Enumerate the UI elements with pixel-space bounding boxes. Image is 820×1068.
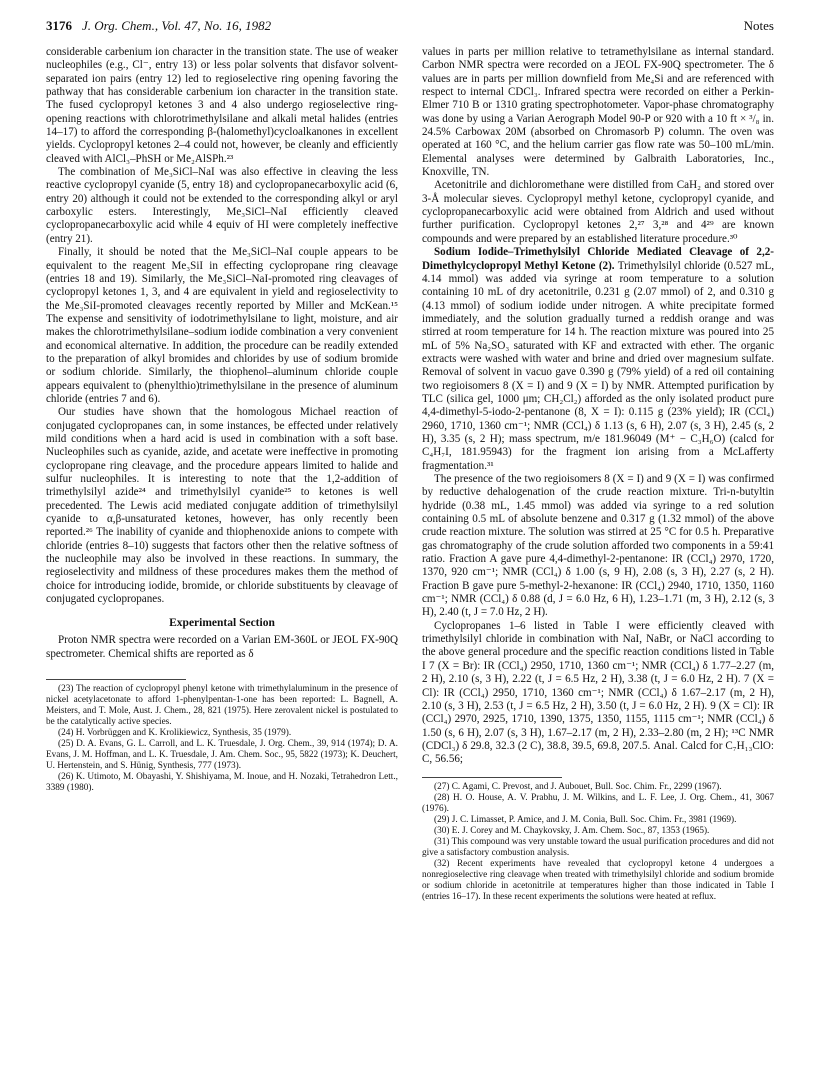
right-column bbox=[422, 46, 774, 903]
footnote: (31) This compound was very unstable toward the usual purification procedures and did not give a satisfactory combustion analysis. bbox=[422, 836, 774, 858]
body-paragraph: Finally, it should be noted that the Me₃SiCl–NaI couple appears to be equivalent to the reagent Me₃SiI in effecting cyclopropane ring cleavage (entries 18 and 19). Similarly, the Me₃SiCl–NaI-promoted ring cleavages of cyclopropyl ketones 1, 3, and 4 are equivalent in yield and regioselectivity to the Me₃SiI-promoted cleavages recently reported by Miller and McKean.¹⁵ The expense and sensitivity of iodotrimethylsilane to light, moisture, and air makes the chlorotrimethylsilane–sodium iodide combination a very convenient and economical alternative. In addition, the procedure can be readily extended to the preparation of alkyl bromides and chlorides by use of sodium bromide or sodium chloride. Similarly, the thiophenol–aluminum chloride couple appears equivalent to (phenylthio)trimethylsilane in the presence of aluminum chloride (entries 7 and 6). bbox=[46, 246, 398, 405]
footnote-rule bbox=[46, 679, 186, 680]
body-paragraph: The presence of the two regioisomers 8 (X = I) and 9 (X = I) was confirmed by reductive dehalogenation of the crude reaction mixture. Tri-n-butyltin hydride (0.38 mL, 1.45 mmol) was added via syringe to a red solution containing 0.5 mL of absolute benzene and 0.317 g (1.32 mmol) of the above crude reaction mixture. The solution was stirred at 25 °C for 0.5 h. Preparative gas chromatography of the crude solution afforded two components in a 59:41 ratio. Fraction A gave pure 4,4-dimethyl-2-pentanone: IR (CCl₄) 2970, 1720, 1370, 920 cm⁻¹; NMR (CCl₄) δ 1.00 (s, 9 H), 2.08 (s, 3 H), 2.27 (s, 2 H). Fraction B gave pure 5-methyl-2-hexanone: IR (CCl₄) 2940, 1710, 1350, 1160 cm⁻¹; NMR (CCl₄) δ 0.88 (d, J = 6.0 Hz, 6 H), 1.23–1.71 (m, 3 H), 2.12 (s, 3 H), 2.40 (t, J = 7.0 Hz, 2 H). bbox=[422, 473, 774, 619]
footnote: (23) The reaction of cyclopropyl phenyl ketone with trimethylaluminum in the presence of nickel acetylacetonate to afford 1-phenylpentan-1-one has been reported: L. Bagnell, A. Meisters, and T. Mole, Aust. J. Chem., 28, 821 (1975). Here zerovalent nickel is postulated to be the catalytically active species. bbox=[46, 684, 398, 728]
body-paragraph: The combination of Me₃SiCl–NaI was also effective in cleaving the less reactive cyclopropyl cyanide (5, entry 18) and cyclopropanecarboxylic acid (6, entry 20) although it could not be extended to the corresponding alkyl or aryl carboxylic esters. Interestingly, Me₃SiCl–NaI efficiently cleaved cyclopropanecarboxylic acid while 4 equiv of HI were completely ineffective (entry 21). bbox=[46, 166, 398, 245]
footnote: (30) E. J. Corey and M. Chaykovsky, J. Am. Chem. Soc., 87, 1353 (1965). bbox=[434, 825, 710, 836]
body-paragraph: Cyclopropanes 1–6 listed in Table I were efficiently cleaved with trimethylsilyl chloride in combination with NaI, NaBr, or NaCl according to the above general procedure and the specific reaction conditions listed in Table I 7 (X = Br): IR (CCl₄) 2950, 1710, 1360 cm⁻¹; NMR (CCl₄) δ 1.77–2.27 (m, 2 H), 2.10 (s, 3 H), 2.22 (t, J = 6.5 Hz, 2 H), 3.38 (t, J = 6.0 Hz, 2 H). 7 (X = Cl): IR (CCl₄) 2950, 1710, 1360 cm⁻¹; NMR (CCl₄) δ 1.67–2.17 (m, 2 H), 2.10 (s, 3 H), 2.53 (t, J = 6.5 Hz, 2 H), 3.50 (t, J = 6.0 Hz, 2 H). 9 (X = Cl): IR (CCl₄) 2970, 2925, 1710, 1390, 1375, 1350, 1155, 1115 cm⁻¹; NMR (CCl₄) δ 1.50 (s, 6 H), 2.07 (s, 3 H), 1.67–2.17 (m, 2 H), 2.33–2.80 (m, 2 H); ¹³C NMR (CDCl₃) δ 29.8, 32.3 (2 C), 38.8, 39.5, 69.8, 207.5. Anal. Calcd for C₇H₁₃ClO: C, 56.56; bbox=[422, 619, 774, 766]
section-label: Notes bbox=[743, 18, 774, 33]
running-head-left bbox=[46, 18, 271, 34]
body-paragraph: values in parts per million relative to tetramethylsilane as internal standard. Carbon NMR spectra were recorded on a JEOL FX-90Q spectrometer. The δ values are in parts per million downfield from Me₄Si and are referenced with respect to internal CDCl₃. Infrared spectra were recorded on either a Perkin-Elmer 710 B or 1310 grating spectrophotometer. Vapor-phase chromatography was done by using a Varian Aerograph Model 90-P or 920 with a 10 ft × ³/₈ in. 24.5% Carbowax 20M (absorbed on Chromasorb P) column. The oven was operated at 160 °C, and the helium carrier gas flow rate was 50–100 mL/min. Elemental analyses were determined by Galbraith Laboratories, Inc., Knoxville, TN. bbox=[422, 46, 774, 179]
footnote: (27) C. Agami, C. Prevost, and J. Aubouet, Bull. Soc. Chim. Fr., 2299 (1967). bbox=[434, 781, 722, 792]
procedure-title: Sodium Iodide–Trimethylsilyl Chloride Mediated Cleavage of 2,2-Dimethylcyclopropyl Methyl Ketone (2). bbox=[422, 246, 774, 272]
footnote: (29) J. C. Limasset, P. Amice, and J. M. Conia, Bull. Soc. Chim. Fr., 3981 (1969). bbox=[434, 814, 737, 825]
left-column bbox=[46, 46, 398, 903]
procedure-text: Trimethylsilyl chloride (0.527 mL, 4.14 mmol) was added via syringe at room temperature to a solution containing 10 mL of dry acetonitrile, 0.231 g (2.07 mmol) of 2, and 0.310 g (4.13 mmol) of sodium iodide under nitrogen. A white precipitate formed immediately, and the solution gradually turned a reddish orange and was stirred at room temperature for 14 h. The reaction mixture was poured into 25 mL of 5% Na₂SO₃ saturated with KF and extracted with ether. The organic extracts were washed with water and brine and dried over magnesium sulfate. Removal of solvent in vacuo gave 0.390 g (79% yield) of a red oil containing two regioisomers 8 (X = I) and 9 (X = I) by NMR. Attempted purification by TLC (silica gel, 1000 μm; CH₂Cl₂) afforded as the only isolated product pure 4,4-dimethyl-5-iodo-2-pentanone (8, X = I): 0.115 g (23% yield); IR (CCl₄) 2960, 1710, 1360 cm⁻¹; NMR (CCl₄) δ 1.13 (s, 6 H), 2.07 (s, 3 H), 2.45 (s, 2 H), 3.35 (s, 2 H); mass spectrum, m/e 181.96049 (M⁺ − C₃H₆O) (calcd for C₄H₇I, 181.95943) for the fragment ion arising from a McLafferty fragmentation.³¹ bbox=[422, 259, 774, 472]
footnote-rule bbox=[422, 777, 562, 778]
running-head bbox=[46, 18, 774, 34]
footnote: (25) D. A. Evans, G. L. Carroll, and L. K. Truesdale, J. Org. Chem., 39, 914 (1974); D. A. Evans, J. M. Hoffman, and L. K. Truesdale, J. Am. Chem. Soc., 95, 5822 (1973); K. Deuchert, U. Hertenstein, and S. Hünig, Synthesis, 777 (1973). bbox=[46, 739, 398, 772]
footnote: (32) Recent experiments have revealed that cyclopropyl ketone 4 undergoes a nonregioselective ring cleavage when treated with trimethylsilyl chloride and sodium bromide or sodium chloride in acetonitrile at temperatures higher than those indicated in Table I (entries 16–17). In these recent experiments the solutions were heated at reflux. bbox=[422, 858, 774, 902]
two-column-body bbox=[46, 46, 774, 903]
footnote: (24) H. Vorbrüggen and K. Krolikiewicz, Synthesis, 35 (1979). bbox=[58, 728, 292, 739]
page-number: 3176 bbox=[46, 18, 72, 33]
procedure-paragraph bbox=[422, 246, 774, 473]
body-paragraph: Our studies have shown that the homologous Michael reaction of conjugated cyclopropanes can, in some instances, be effected under relatively mild conditions when a hard acid is used in combination with a soft base. Nucleophiles such as cyanide, azide, and acetate were ineffective in promoting cyclopropane ring cleavage, and the procedure appears limited to halide and sulfur nucleophiles. It is interesting to note that the 1,2-addition of trimethylsilyl azide²⁴ and trimethylsilyl cyanide²⁵ to ketones is well precedented. The Lewis acid mediated conjugate addition of trimethylsilyl cyanide to α,β-unsaturated ketones, however, has only recently been reported.²⁶ The inability of cyanide and thiophenoxide anions to compete with chloride (entries 8–10) suggests that factors other then the relative softness of the nucleophile may also be involved in these reactions. In summary, the regioselectivity and mildness of these procedures makes them the method of choice for introducing iodide, bromide, or chloride substituents by cleavage of conjugated cyclopropanes. bbox=[46, 406, 398, 606]
body-paragraph: Proton NMR spectra were recorded on a Varian EM-360L or JEOL FX-90Q spectrometer. Chemical shifts are reported as δ bbox=[46, 634, 398, 660]
left-footnotes bbox=[46, 684, 398, 794]
right-footnotes bbox=[422, 782, 774, 903]
footnote: (28) H. O. House, A. V. Prabhu, J. M. Wilkins, and L. F. Lee, J. Org. Chem., 41, 3067 (1976). bbox=[422, 792, 774, 814]
experimental-heading: Experimental Section bbox=[169, 617, 275, 630]
footnote: (26) K. Utimoto, M. Obayashi, Y. Shishiyama, M. Inoue, and H. Nozaki, Tetrahedron Lett., 3389 (1980). bbox=[46, 772, 398, 794]
journal-citation: J. Org. Chem., Vol. 47, No. 16, 1982 bbox=[82, 18, 272, 33]
body-paragraph: considerable carbenium ion character in the transition state. The use of weaker nucleophiles (e.g., Cl⁻, entry 13) or less polar solvents that disfavor solvent-separated ion pairs (entry 12) led to regioselective ring opening favoring the pathway that has considerable carbenium ion character in the transition state. The fused cyclopropyl ketones 3 and 4 also undergo regioselective ring-opening reactions with chlorotrimethylsilane and alkali metal halides (entries 14–17) to afford the corresponding β-(halomethyl)cycloalkanones in excellent yields. Cyclopropyl ketones 2–4 could not, however, be cleanly and efficiently cleaved with AlCl₃–PhSH or Me₂AlSPh.²³ bbox=[46, 46, 398, 165]
body-paragraph: Acetonitrile and dichloromethane were distilled from CaH₂ and stored over 3-Å molecular sieves. Cyclopropyl methyl ketone, cyclopropyl cyanide, and cyclopropanecarboxylic acid were obtained from Aldrich and used without further purification. Cyclopropyl ketones 2,²⁷ 3,²⁸ and 4²⁹ are known compounds and were prepared by an established literature procedure.³⁰ bbox=[422, 179, 774, 245]
